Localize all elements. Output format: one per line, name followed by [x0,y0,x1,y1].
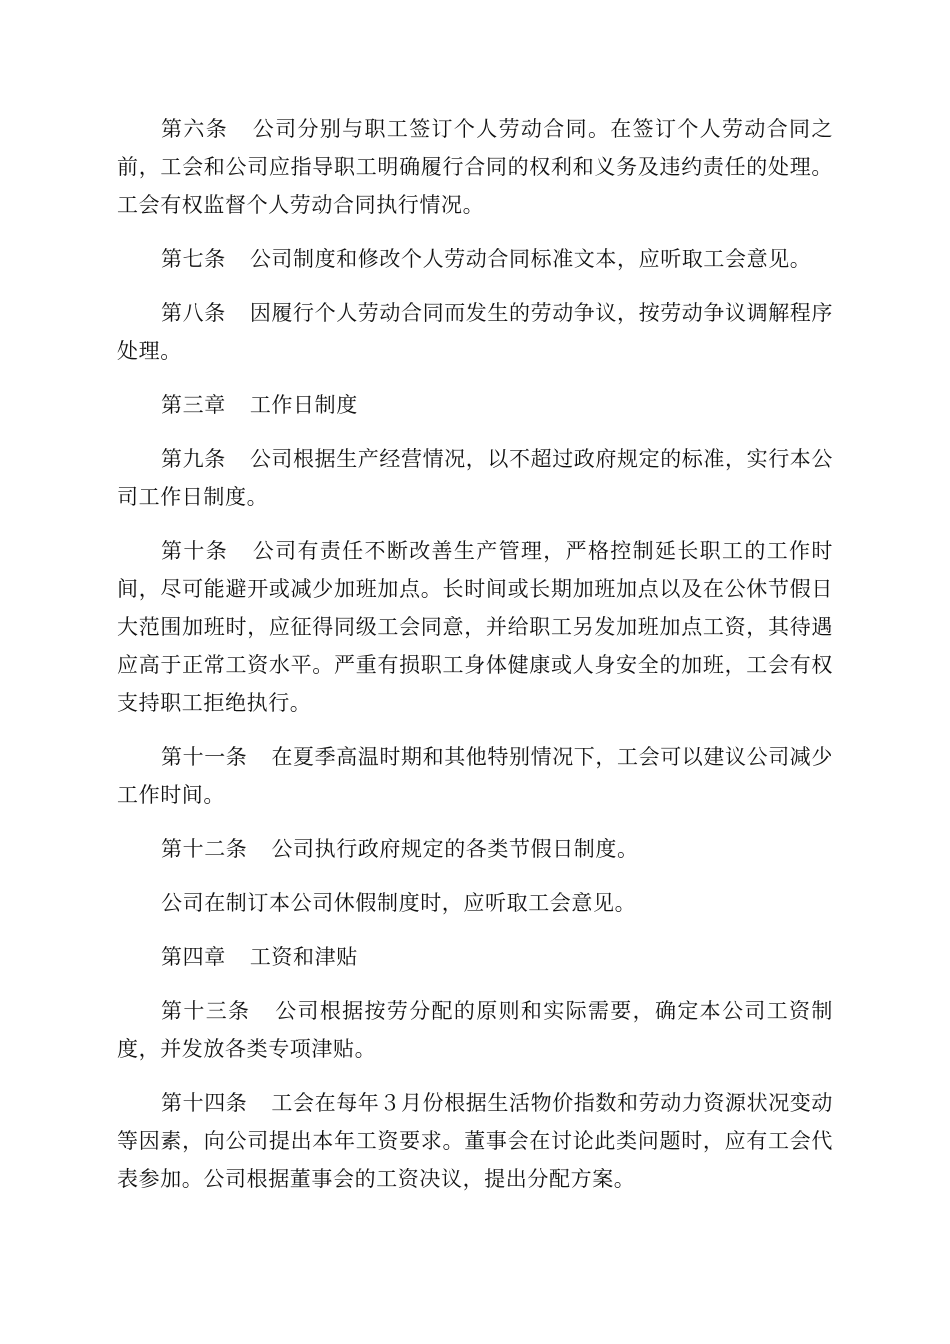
article-9-paragraph [117,440,833,516]
article-10-paragraph [117,532,833,722]
article-text: 公司执行政府规定的各类节假日制度。 [271,837,639,861]
article-label: 第八条 [161,301,226,325]
article-text: 公司根据生产经营情况，以不超过政府规定的标准，实行本公司工作日制度。 [117,447,834,509]
article-12-continuation [117,884,833,922]
article-13-paragraph [117,992,833,1068]
chapter-label: 第四章 [161,945,226,969]
article-text: 在夏季高温时期和其他特别情况下，工会可以建议公司减少工作时间。 [117,745,834,807]
article-8-paragraph [117,294,833,370]
article-label: 第十四条 [161,1091,248,1115]
article-text: 公司分别与职工签订个人劳动合同。在签订个人劳动合同之前，工会和公司应指导职工明确履行合同的权利和义务及违约责任的处理。工会有权监督个人劳动合同执行情况。 [117,117,833,217]
article-12-paragraph [117,830,833,868]
article-text: 公司有责任不断改善生产管理，严格控制延长职工的工作时间，尽可能避开或减少加班加点。长时间或长期加班加点以及在公休节假日大范围加班时，应征得同级工会同意，并给职工另发加班加点工资，其待遇应高于正常工资水平。严重有损职工身体健康或人身安全的加班，工会有权支持职工拒绝执行。 [117,539,833,715]
article-7-paragraph [117,240,833,278]
chapter-3-heading [117,386,833,424]
article-label: 第十二条 [161,837,248,861]
article-label: 第十三条 [161,999,251,1023]
article-text: 公司根据按劳分配的原则和实际需要，确定本公司工资制度，并发放各类专项津贴。 [117,999,834,1061]
article-label: 第十一条 [161,745,248,769]
document-page [117,110,833,1214]
article-label: 第十条 [161,539,229,563]
article-text: 因履行个人劳动合同而发生的劳动争议，按劳动争议调解程序处理。 [117,301,834,363]
chapter-4-heading [117,938,833,976]
article-text: 工会在每年３月份根据生活物价指数和劳动力资源状况变动等因素，向公司提出本年工资要求。董事会在讨论此类问题时，应有工会代表参加。公司根据董事会的工资决议，提出分配方案。 [117,1091,834,1191]
chapter-title: 工资和津贴 [249,945,358,969]
article-label: 第七条 [161,247,226,271]
article-label: 第六条 [161,117,229,141]
chapter-title: 工作日制度 [249,393,358,417]
article-label: 第九条 [161,447,226,471]
article-11-paragraph [117,738,833,814]
article-6-paragraph [117,110,833,224]
chapter-label: 第三章 [161,393,226,417]
article-14-paragraph [117,1084,833,1198]
article-text: 公司制度和修改个人劳动合同标准文本，应听取工会意见。 [249,247,812,271]
paragraph-text: 公司在制订本公司休假制度时，应听取工会意见。 [161,891,637,915]
